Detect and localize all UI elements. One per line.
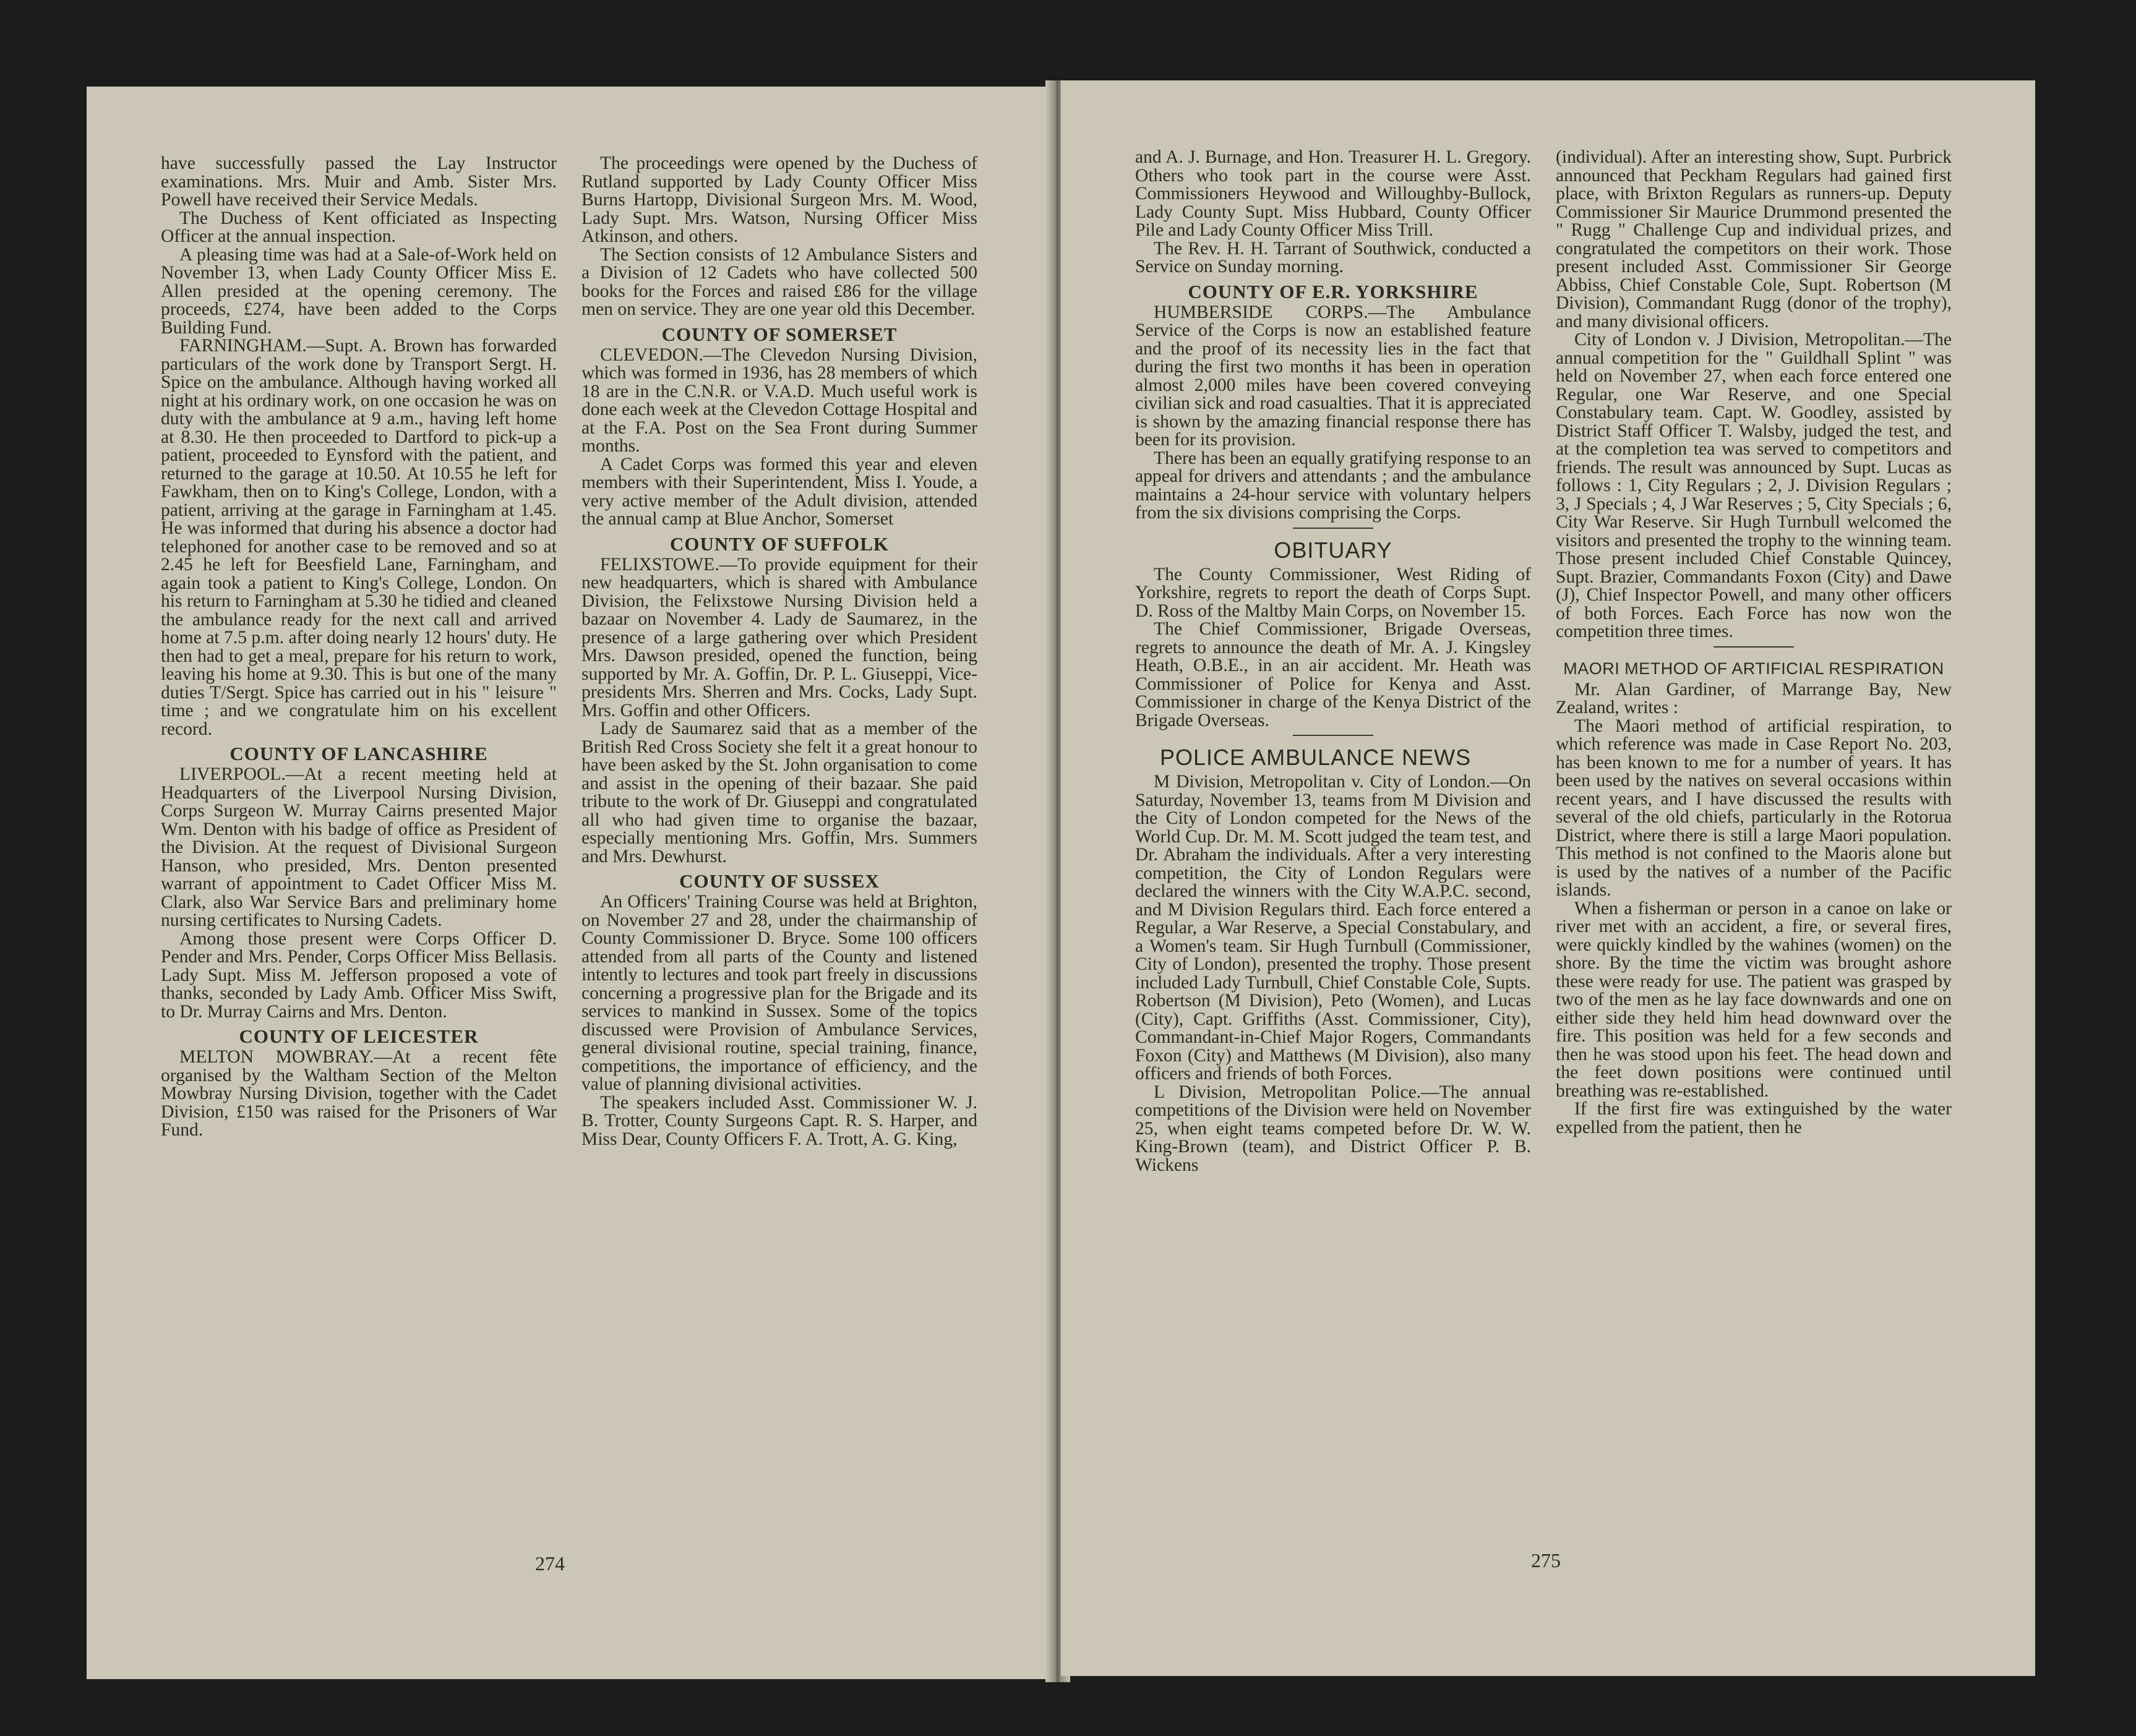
- left-page: [87, 87, 1055, 1679]
- paragraph: The Rev. H. H. Tarrant of Southwick, conducted a Service on Sunday morning.: [1135, 238, 1531, 276]
- section-heading-leicester: COUNTY OF LEICESTER: [239, 1025, 479, 1047]
- right-page-column-1: [1135, 148, 1531, 1608]
- paragraph: City of London v. J Division, Metropolitan.—The annual competition for the " Guildhall Splint " was held on November 27, when each force entered one Regular, one War Reserve, and one Special Constabulary team. Capt. W. Goodley, assisted by District Staff Officer T. Walsby, judged the test, and at the completion tea was served to competitors and friends. The result was announced by Supt. Lucas as follows : 1, City Regulars ; 2, J. Division Regulars ; 3, J Specials ; 4, J War Reserves ; 5, City Specials ; 6, City War Reserve. Sir Hugh Turnbull welcomed the visitors and presented the trophy to the winning team. Those present included Chief Constable Quincey, Supt. Brazier, Commandants Foxon (City) and Dawe (J), Chief Inspector Powell, and many other officers of both Forces. Each Force has now won the competition three times.: [1556, 330, 1952, 641]
- section-heading-maori-method: MAORI METHOD OF ARTIFICIAL RESPIRATION: [1563, 659, 1944, 678]
- paragraph: The Section consists of 12 Ambulance Sisters and a Division of 12 Cadets who have collected 500 books for the Forces and raised £86 for the village men on service. They are one year old this December.: [581, 244, 977, 319]
- right-page: [1061, 80, 2035, 1676]
- paragraph: There has been an equally gratifying response to an appeal for drivers and attendants ; and the ambulance maintains a 24-hour service with voluntary helpers from the six divisions comprising the Corps.: [1135, 448, 1531, 523]
- divider: [1293, 735, 1373, 736]
- page-number: 275: [1531, 1549, 1561, 1571]
- paragraph: The proceedings were opened by the Duchess of Rutland supported by Lady County Officer Miss Burns Hartopp, Divisional Surgeon Mrs. M. Wood, Lady Supt. Mrs. Watson, Nursing Officer Miss Atkinson, and others.: [581, 155, 977, 246]
- section-heading-suffolk: COUNTY OF SUFFOLK: [670, 532, 889, 555]
- paragraph: A Cadet Corps was formed this year and eleven members with their Superintendent, Miss I. Youde, a very active member of the Adult division, attended the annual camp at Blue Anchor, Somerset: [581, 454, 977, 529]
- paragraph: and A. J. Burnage, and Hon. Treasurer H. L. Gregory. Others who took part in the course were Asst. Commissioners Heywood and Willoughby-Bullock, Lady County Supt. Miss Hubbard, County Officer Pile and Lady County Officer Miss Trill.: [1135, 148, 1531, 240]
- section-heading-police-ambulance-news: POLICE AMBULANCE NEWS: [1160, 745, 1472, 770]
- paragraph: M Division, Metropolitan v. City of London.—On Saturday, November 13, teams from M Division and the City of London competed for the News of the World Cup. Dr. M. M. Scott judged the team test, and Dr. Abraham the individuals. After a very interesting competition, the City of London Regulars were declared the winners with the City W.A.P.C. second, and M Division Regulars third. Each force entered a Regular, a War Reserve, a Special Constabulary, and a Women's team. Sir Hugh Turnbull (Commissioner, City of London), presented the trophy. Those present included Lady Turnbull, Chief Constable Cole, Supts. Robertson (M Division), Peto (Women), and Lucas (City), Capt. Griffiths (Asst. Commissioner, City), Commandant-in-Chief Major Rogers, Commandants Foxon (City) and Matthews (M Division), also many officers and friends of both Forces.: [1135, 772, 1531, 1084]
- paragraph: MELTON MOWBRAY.—At a recent fête organised by the Waltham Section of the Melton Mowbray Nursing Division, together with the Cadet Division, £150 was raised for the Prisoners of War Fund.: [161, 1047, 557, 1140]
- paragraph: The Maori method of artificial respiration, to which reference was made in Case Report No. 203, has been known to me for a number of years. It has been used by the natives on several occasions within recent years, and I have discussed the results with several of the old chiefs, particularly in the Rotorua District, where there is still a large Maori population. This method is not confined to the Maoris alone but is used by the natives of a number of the Pacific islands.: [1556, 716, 1952, 900]
- paragraph: FELIXSTOWE.—To provide equipment for their new headquarters, which is shared with Ambulance Division, the Felixstowe Nursing Division held a bazaar on November 4. Lady de Saumarez, in the presence of a large gathering over which President Mrs. Dawson presided, opened the function, being supported by Mr. A. Goffin, Dr. P. L. Giuseppi, Vice-presidents Mrs. Sherren and Mrs. Cocks, Lady Supt. Mrs. Goffin and other Officers.: [581, 554, 977, 720]
- section-heading-yorkshire: COUNTY OF E.R. YORKSHIRE: [1188, 280, 1478, 302]
- section-heading-somerset: COUNTY OF SOMERSET: [661, 323, 898, 345]
- divider: [1714, 646, 1794, 648]
- paragraph: Mr. Alan Gardiner, of Marrange Bay, New Zealand, writes :: [1556, 679, 1952, 717]
- paragraph: If the first fire was extinguished by the water expelled from the patient, then he: [1556, 1099, 1952, 1137]
- paragraph: The speakers included Asst. Commissioner W. J. B. Trotter, County Surgeons Capt. R. S. Harper, and Miss Dear, County Officers F. A. Trott, A. G. King,: [581, 1092, 977, 1149]
- paragraph: An Officers' Training Course was held at Brighton, on November 27 and 28, under the chairmanship of County Commissioner D. Bryce. Some 100 officers attended from all parts of the County and listened intently to lectures and took part freely in discussions concerning a progressive plan for the Brigade and its services to mankind in Sussex. Some of the topics discussed were Provision of Ambulance Services, general divisional routine, special training, finance, competitions, the importance of efficiency, and the value of planning divisional activities.: [581, 892, 977, 1094]
- paragraph: (individual). After an interesting show, Supt. Purbrick announced that Peckham Regulars had gained first place, with Brixton Regulars as runners-up. Deputy Commissioner Sir Maurice Drummond presented the " Rugg " Challenge Cup and individual prizes, and congratulated the competitors on their work. Those present included Asst. Commissioner Sir George Abbiss, Chief Constable Cole, Supt. Robertson (M Division), Commandant Rugg (donor of the trophy), and many divisional officers.: [1556, 148, 1952, 331]
- section-heading-sussex: COUNTY OF SUSSEX: [679, 870, 880, 892]
- divider: [1293, 528, 1373, 529]
- right-page-column-2: [1556, 148, 1952, 1608]
- paragraph: Among those present were Corps Officer D. Pender and Mrs. Pender, Corps Officer Miss Bellasis. Lady Supt. Miss M. Jefferson proposed a vote of thanks, seconded by Lady Amb. Officer Miss Swift, to Dr. Murray Cairns and Mrs. Denton.: [161, 928, 557, 1022]
- paragraph: The Chief Commissioner, Brigade Overseas, regrets to announce the death of Mr. A. J. Kingsley Heath, O.B.E., in an air accident. Mr. Heath was Commissioner of Police for Kenya and Asst. Commissioner in charge of the Kenya District of the Brigade Overseas.: [1135, 619, 1531, 730]
- paragraph: LIVERPOOL.—At a recent meeting held at Headquarters of the Liverpool Nursing Division, Corps Surgeon W. Murray Cairns presented Major Wm. Denton with his badge of office as President of the Division. At the request of Divisional Surgeon Hanson, who presided, Mrs. Denton presented warrant of appointment to Cadet Officer Miss M. Clark, also War Service Bars and preliminary home nursing certificates to Nursing Cadets.: [161, 764, 557, 930]
- paragraph: The Duchess of Kent officiated as Inspecting Officer at the annual inspection.: [161, 208, 557, 246]
- paragraph: The County Commissioner, West Riding of Yorkshire, regrets to report the death of Corps Supt. D. Ross of the Maltby Main Corps, on November 15.: [1135, 564, 1531, 621]
- section-heading-lancashire: COUNTY OF LANCASHIRE: [229, 743, 488, 764]
- paragraph: Lady de Saumarez said that as a member of the British Red Cross Society she felt it a great honour to have been asked by the St. John organisation to come and assist in the opening of their bazaar. She paid tribute to the work of Dr. Giuseppi and congratulated all who had given time to organise the bazaar, especially mentioning Mrs. Goffin, Mrs. Summers and Mrs. Dewhurst.: [581, 719, 977, 866]
- paragraph: L Division, Metropolitan Police.—The annual competitions of the Division were held on November 25, when eight teams competed before Dr. W. W. King-Brown (team), and District Officer P. B. Wickens: [1135, 1082, 1531, 1175]
- paragraph: have successfully passed the Lay Instructor examinations. Mrs. Muir and Amb. Sister Mrs. Powell have received their Service Medals.: [161, 155, 557, 210]
- paragraph: FARNINGHAM.—Supt. A. Brown has forwarded particulars of the work done by Transport Sergt. H. Spice on the ambulance. Although having worked all night at his ordinary work, on one occasion he was on duty with the ambulance at 9 a.m., having left home at 8.30. He then proceeded to Dartford to pick-up a patient, proceeded to Eynsford with the patient, and returned to the garage at 10.50. At 10.55 he left for Fawkham, then on to King's College, London, with a patient, arriving at the garage in Farningham at 1.45. He was informed that during his absence a doctor had telephoned for another case to be removed and so at 2.45 he left for Beesfield Lane, Farningham, and again took a patient to King's College, London. On his return to Farningham at 5.30 he tidied and cleaned the ambulance ready for the next call and arrived home at 7.5 p.m. after doing nearly 12 hours' duty. He then had to get a meal, prepare for his return to work, leaving his home at 9.30. This is but one of the many duties T/Sergt. Spice has carried out in his " leisure " time ; and we congratulate him on his excellent record.: [161, 336, 557, 739]
- paragraph: HUMBERSIDE CORPS.—The Ambulance Service of the Corps is now an established feature and the proof of its necessity lies in the fact that during the first two months it has been in operation almost 2,000 miles have been covered conveying civilian sick and road casualties. That it is appreciated is shown by the amazing financial response there has been for its provision.: [1135, 302, 1531, 450]
- paragraph: When a fisherman or person in a canoe on lake or river met with an accident, a fire, or several fires, were quickly kindled by the wahines (women) on the shore. By the time the victim was brought ashore these were ready for use. The patient was grasped by two of the men as he lay face downwards and one on either side they held him head downward over the fire. This position was held for a few seconds and then he was stood upon his feet. The head down and the feet down positions were continued until breathing was re-established.: [1556, 898, 1952, 1101]
- section-heading-obituary: OBITUARY: [1274, 537, 1392, 563]
- paragraph: CLEVEDON.—The Clevedon Nursing Division, which was formed in 1936, has 28 members of which 18 are in the C.N.R. or V.A.D. Much useful work is done each week at the Clevedon Cottage Hospital and at the F.A. Post on the Sea Front during Summer months.: [581, 344, 977, 456]
- page-number: 274: [535, 1552, 565, 1575]
- left-page-column-1: [161, 155, 557, 1614]
- paragraph: A pleasing time was had at a Sale-of-Work held on November 13, when Lady County Officer Miss E. Allen presided at the opening ceremony. The proceeds, £274, have been added to the Corps Building Fund.: [161, 244, 557, 338]
- left-page-column-2: [581, 155, 977, 1614]
